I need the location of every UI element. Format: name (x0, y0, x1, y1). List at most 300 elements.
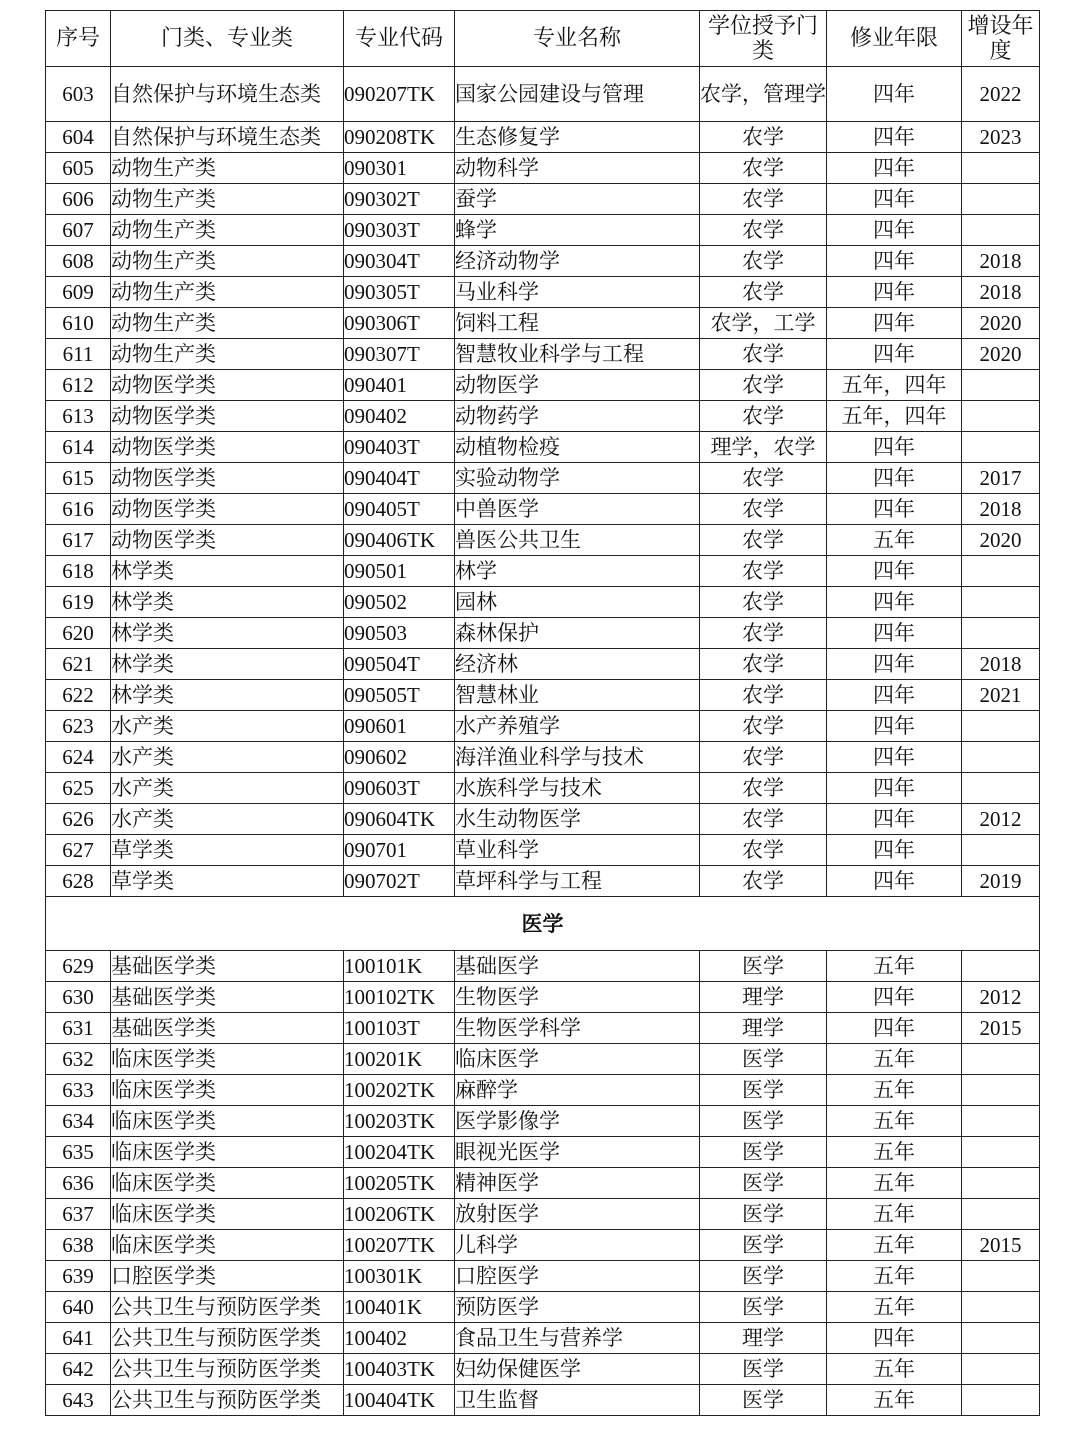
cell-year: 2022 (962, 67, 1040, 122)
cell-category: 动物生产类 (111, 184, 344, 215)
table-row (46, 494, 1040, 525)
cell-category: 水产类 (111, 773, 344, 804)
cell-year (962, 773, 1040, 804)
cell-seq: 623 (46, 711, 111, 742)
cell-category: 动物生产类 (111, 246, 344, 277)
cell-duration: 四年 (827, 587, 962, 618)
cell-year: 2012 (962, 804, 1040, 835)
cell-degree: 农学 (700, 494, 827, 525)
cell-duration: 四年 (827, 1013, 962, 1044)
cell-degree: 医学 (700, 1354, 827, 1385)
cell-code: 100207TK (344, 1230, 455, 1261)
cell-category: 水产类 (111, 804, 344, 835)
cell-seq: 604 (46, 122, 111, 153)
table-header (46, 11, 1040, 67)
table-row (46, 1168, 1040, 1199)
cell-year (962, 587, 1040, 618)
cell-name: 草坪科学与工程 (455, 866, 700, 897)
cell-code: 090501 (344, 556, 455, 587)
cell-duration: 五年，四年 (827, 370, 962, 401)
header-year: 增设年度 (962, 11, 1040, 67)
table-row (46, 742, 1040, 773)
cell-seq: 629 (46, 951, 111, 982)
cell-name: 水产养殖学 (455, 711, 700, 742)
cell-year: 2015 (962, 1013, 1040, 1044)
cell-seq: 636 (46, 1168, 111, 1199)
cell-name: 眼视光医学 (455, 1137, 700, 1168)
cell-seq: 637 (46, 1199, 111, 1230)
cell-seq: 638 (46, 1230, 111, 1261)
table-row (46, 1106, 1040, 1137)
table-row (46, 711, 1040, 742)
table-row (46, 649, 1040, 680)
cell-year (962, 153, 1040, 184)
cell-name: 中兽医学 (455, 494, 700, 525)
cell-name: 精神医学 (455, 1168, 700, 1199)
table-row (46, 1044, 1040, 1075)
header-category: 门类、专业类 (111, 11, 344, 67)
cell-code: 090702T (344, 866, 455, 897)
cell-name: 实验动物学 (455, 463, 700, 494)
cell-seq: 611 (46, 339, 111, 370)
cell-duration: 四年 (827, 618, 962, 649)
cell-category: 临床医学类 (111, 1199, 344, 1230)
cell-code: 090401 (344, 370, 455, 401)
table-row (46, 587, 1040, 618)
cell-year (962, 215, 1040, 246)
cell-seq: 643 (46, 1385, 111, 1416)
table-row (46, 184, 1040, 215)
cell-category: 临床医学类 (111, 1168, 344, 1199)
cell-degree: 农学 (700, 246, 827, 277)
cell-category: 动物医学类 (111, 370, 344, 401)
header-code: 专业代码 (344, 11, 455, 67)
cell-degree: 医学 (700, 1044, 827, 1075)
cell-name: 海洋渔业科学与技术 (455, 742, 700, 773)
cell-code: 090601 (344, 711, 455, 742)
cell-duration: 四年 (827, 184, 962, 215)
cell-year (962, 432, 1040, 463)
cell-code: 100404TK (344, 1385, 455, 1416)
cell-seq: 634 (46, 1106, 111, 1137)
cell-seq: 633 (46, 1075, 111, 1106)
table-row (46, 1261, 1040, 1292)
cell-duration: 四年 (827, 463, 962, 494)
header-seq: 序号 (46, 11, 111, 67)
cell-code: 090503 (344, 618, 455, 649)
cell-category: 动物医学类 (111, 401, 344, 432)
cell-name: 生物医学科学 (455, 1013, 700, 1044)
cell-seq: 619 (46, 587, 111, 618)
cell-year: 2018 (962, 649, 1040, 680)
cell-code: 090505T (344, 680, 455, 711)
cell-seq: 624 (46, 742, 111, 773)
cell-code: 100103T (344, 1013, 455, 1044)
cell-code: 100102TK (344, 982, 455, 1013)
cell-year: 2015 (962, 1230, 1040, 1261)
cell-category: 动物医学类 (111, 463, 344, 494)
cell-duration: 五年 (827, 1168, 962, 1199)
cell-year: 2023 (962, 122, 1040, 153)
table-row (46, 463, 1040, 494)
cell-duration: 四年 (827, 680, 962, 711)
cell-category: 口腔医学类 (111, 1261, 344, 1292)
cell-duration: 四年 (827, 1323, 962, 1354)
cell-seq: 606 (46, 184, 111, 215)
cell-name: 饲料工程 (455, 308, 700, 339)
cell-year (962, 556, 1040, 587)
cell-duration: 五年 (827, 1137, 962, 1168)
cell-duration: 五年 (827, 1261, 962, 1292)
cell-code: 090602 (344, 742, 455, 773)
cell-degree: 理学，农学 (700, 432, 827, 463)
cell-duration: 四年 (827, 246, 962, 277)
cell-duration: 四年 (827, 494, 962, 525)
table-row (46, 277, 1040, 308)
cell-degree: 农学 (700, 804, 827, 835)
cell-seq: 640 (46, 1292, 111, 1323)
cell-year (962, 618, 1040, 649)
cell-duration: 四年 (827, 649, 962, 680)
major-catalog-table (45, 10, 1040, 1416)
cell-year: 2012 (962, 982, 1040, 1013)
cell-seq: 626 (46, 804, 111, 835)
cell-duration: 四年 (827, 67, 962, 122)
cell-duration: 四年 (827, 804, 962, 835)
cell-degree: 农学 (700, 680, 827, 711)
cell-duration: 四年 (827, 215, 962, 246)
cell-degree: 理学 (700, 982, 827, 1013)
cell-year (962, 1075, 1040, 1106)
cell-code: 100204TK (344, 1137, 455, 1168)
table-row (46, 1385, 1040, 1416)
cell-category: 动物生产类 (111, 153, 344, 184)
cell-seq: 618 (46, 556, 111, 587)
cell-year (962, 1323, 1040, 1354)
cell-year (962, 1385, 1040, 1416)
cell-category: 林学类 (111, 587, 344, 618)
cell-degree: 医学 (700, 951, 827, 982)
cell-category: 公共卫生与预防医学类 (111, 1354, 344, 1385)
cell-category: 草学类 (111, 866, 344, 897)
cell-category: 林学类 (111, 618, 344, 649)
table-row (46, 432, 1040, 463)
cell-year (962, 1137, 1040, 1168)
cell-year (962, 1168, 1040, 1199)
table-row (46, 339, 1040, 370)
cell-year: 2018 (962, 494, 1040, 525)
header-duration: 修业年限 (827, 11, 962, 67)
table-row (46, 153, 1040, 184)
cell-category: 临床医学类 (111, 1075, 344, 1106)
cell-degree: 医学 (700, 1168, 827, 1199)
cell-duration: 五年 (827, 1044, 962, 1075)
cell-name: 林学 (455, 556, 700, 587)
cell-degree: 农学 (700, 649, 827, 680)
cell-category: 动物生产类 (111, 308, 344, 339)
cell-seq: 620 (46, 618, 111, 649)
cell-year (962, 1261, 1040, 1292)
cell-code: 090604TK (344, 804, 455, 835)
cell-year (962, 1292, 1040, 1323)
cell-degree: 农学 (700, 215, 827, 246)
cell-degree: 农学 (700, 711, 827, 742)
cell-category: 自然保护与环境生态类 (111, 67, 344, 122)
cell-duration: 四年 (827, 711, 962, 742)
cell-code: 100101K (344, 951, 455, 982)
cell-seq: 641 (46, 1323, 111, 1354)
cell-code: 090603T (344, 773, 455, 804)
cell-name: 儿科学 (455, 1230, 700, 1261)
cell-name: 水生动物医学 (455, 804, 700, 835)
cell-degree: 农学，管理学 (700, 67, 827, 122)
table-row (46, 67, 1040, 122)
cell-degree: 农学 (700, 835, 827, 866)
cell-name: 口腔医学 (455, 1261, 700, 1292)
table-row (46, 556, 1040, 587)
cell-category: 动物生产类 (111, 277, 344, 308)
cell-code: 090305T (344, 277, 455, 308)
cell-duration: 五年 (827, 1230, 962, 1261)
cell-degree: 农学 (700, 339, 827, 370)
section-title: 医学 (46, 897, 1040, 951)
table-row (46, 1292, 1040, 1323)
cell-seq: 603 (46, 67, 111, 122)
cell-code: 090301 (344, 153, 455, 184)
cell-category: 林学类 (111, 649, 344, 680)
table-row (46, 401, 1040, 432)
cell-name: 经济林 (455, 649, 700, 680)
cell-year (962, 1106, 1040, 1137)
cell-category: 临床医学类 (111, 1137, 344, 1168)
cell-category: 公共卫生与预防医学类 (111, 1385, 344, 1416)
cell-name: 生物医学 (455, 982, 700, 1013)
cell-category: 基础医学类 (111, 951, 344, 982)
cell-duration: 五年 (827, 1075, 962, 1106)
cell-seq: 621 (46, 649, 111, 680)
cell-name: 智慧牧业科学与工程 (455, 339, 700, 370)
cell-duration: 五年 (827, 1354, 962, 1385)
cell-seq: 625 (46, 773, 111, 804)
table-section (46, 897, 1040, 951)
cell-year: 2018 (962, 277, 1040, 308)
cell-category: 动物生产类 (111, 215, 344, 246)
cell-duration: 四年 (827, 835, 962, 866)
table-row (46, 308, 1040, 339)
table-row (46, 370, 1040, 401)
cell-degree: 理学 (700, 1013, 827, 1044)
cell-category: 动物生产类 (111, 339, 344, 370)
cell-category: 草学类 (111, 835, 344, 866)
cell-degree: 农学 (700, 184, 827, 215)
cell-year (962, 401, 1040, 432)
cell-code: 100205TK (344, 1168, 455, 1199)
table-row (46, 122, 1040, 153)
cell-name: 放射医学 (455, 1199, 700, 1230)
table-row (46, 215, 1040, 246)
cell-seq: 635 (46, 1137, 111, 1168)
cell-code: 100403TK (344, 1354, 455, 1385)
cell-name: 动植物检疫 (455, 432, 700, 463)
cell-degree: 农学 (700, 153, 827, 184)
cell-seq: 627 (46, 835, 111, 866)
cell-name: 草业科学 (455, 835, 700, 866)
cell-seq: 622 (46, 680, 111, 711)
cell-name: 经济动物学 (455, 246, 700, 277)
cell-code: 090504T (344, 649, 455, 680)
table-row (46, 1137, 1040, 1168)
cell-code: 090404T (344, 463, 455, 494)
cell-code: 100201K (344, 1044, 455, 1075)
cell-degree: 医学 (700, 1261, 827, 1292)
cell-name: 基础医学 (455, 951, 700, 982)
header-degree: 学位授予门类 (700, 11, 827, 67)
cell-duration: 四年 (827, 432, 962, 463)
cell-seq: 630 (46, 982, 111, 1013)
cell-code: 090303T (344, 215, 455, 246)
cell-seq: 617 (46, 525, 111, 556)
cell-category: 公共卫生与预防医学类 (111, 1292, 344, 1323)
cell-year (962, 951, 1040, 982)
cell-duration: 四年 (827, 773, 962, 804)
cell-degree: 农学 (700, 773, 827, 804)
cell-degree: 医学 (700, 1075, 827, 1106)
cell-year (962, 1354, 1040, 1385)
cell-year (962, 1044, 1040, 1075)
table-row (46, 1323, 1040, 1354)
cell-code: 090302T (344, 184, 455, 215)
table-body-medicine (46, 951, 1040, 1416)
cell-degree: 医学 (700, 1137, 827, 1168)
cell-name: 兽医公共卫生 (455, 525, 700, 556)
cell-year: 2020 (962, 308, 1040, 339)
cell-code: 100401K (344, 1292, 455, 1323)
cell-seq: 612 (46, 370, 111, 401)
cell-year (962, 835, 1040, 866)
cell-code: 090701 (344, 835, 455, 866)
cell-duration: 四年 (827, 277, 962, 308)
cell-name: 预防医学 (455, 1292, 700, 1323)
cell-degree: 农学 (700, 463, 827, 494)
cell-year: 2017 (962, 463, 1040, 494)
cell-category: 公共卫生与预防医学类 (111, 1323, 344, 1354)
cell-duration: 五年 (827, 1199, 962, 1230)
cell-seq: 607 (46, 215, 111, 246)
cell-duration: 四年 (827, 339, 962, 370)
cell-category: 动物医学类 (111, 525, 344, 556)
cell-name: 临床医学 (455, 1044, 700, 1075)
table-row (46, 618, 1040, 649)
cell-degree: 农学 (700, 370, 827, 401)
cell-year (962, 370, 1040, 401)
cell-name: 园林 (455, 587, 700, 618)
cell-code: 090403T (344, 432, 455, 463)
cell-duration: 四年 (827, 556, 962, 587)
cell-name: 麻醉学 (455, 1075, 700, 1106)
cell-category: 林学类 (111, 680, 344, 711)
cell-code: 090502 (344, 587, 455, 618)
table-row (46, 246, 1040, 277)
cell-name: 动物医学 (455, 370, 700, 401)
cell-seq: 639 (46, 1261, 111, 1292)
cell-degree: 农学 (700, 742, 827, 773)
cell-code: 100402 (344, 1323, 455, 1354)
cell-name: 智慧林业 (455, 680, 700, 711)
cell-code: 100206TK (344, 1199, 455, 1230)
cell-code: 090405T (344, 494, 455, 525)
cell-degree: 农学 (700, 122, 827, 153)
cell-code: 090304T (344, 246, 455, 277)
cell-degree: 农学 (700, 525, 827, 556)
cell-year (962, 1199, 1040, 1230)
cell-name: 食品卫生与营养学 (455, 1323, 700, 1354)
cell-category: 基础医学类 (111, 982, 344, 1013)
cell-duration: 四年 (827, 122, 962, 153)
cell-name: 卫生监督 (455, 1385, 700, 1416)
cell-category: 水产类 (111, 742, 344, 773)
cell-degree: 农学 (700, 277, 827, 308)
cell-name: 马业科学 (455, 277, 700, 308)
table-row (46, 951, 1040, 982)
cell-category: 林学类 (111, 556, 344, 587)
cell-degree: 理学 (700, 1323, 827, 1354)
cell-degree: 医学 (700, 1292, 827, 1323)
cell-category: 临床医学类 (111, 1044, 344, 1075)
cell-code: 090306T (344, 308, 455, 339)
cell-name: 水族科学与技术 (455, 773, 700, 804)
cell-seq: 613 (46, 401, 111, 432)
cell-degree: 医学 (700, 1106, 827, 1137)
table-row (46, 1354, 1040, 1385)
cell-name: 妇幼保健医学 (455, 1354, 700, 1385)
cell-code: 090406TK (344, 525, 455, 556)
cell-seq: 610 (46, 308, 111, 339)
cell-name: 生态修复学 (455, 122, 700, 153)
cell-category: 动物医学类 (111, 432, 344, 463)
cell-degree: 农学，工学 (700, 308, 827, 339)
cell-name: 医学影像学 (455, 1106, 700, 1137)
cell-seq: 608 (46, 246, 111, 277)
cell-year (962, 184, 1040, 215)
cell-year: 2020 (962, 339, 1040, 370)
cell-name: 森林保护 (455, 618, 700, 649)
cell-duration: 五年 (827, 1385, 962, 1416)
table-row (46, 866, 1040, 897)
table-row (46, 835, 1040, 866)
table-row (46, 804, 1040, 835)
cell-name: 蜂学 (455, 215, 700, 246)
cell-category: 基础医学类 (111, 1013, 344, 1044)
cell-degree: 医学 (700, 1199, 827, 1230)
table-row (46, 1199, 1040, 1230)
table-row (46, 982, 1040, 1013)
table-row (46, 1013, 1040, 1044)
cell-code: 090402 (344, 401, 455, 432)
table-body-agriculture (46, 67, 1040, 897)
cell-year: 2018 (962, 246, 1040, 277)
cell-duration: 五年 (827, 951, 962, 982)
cell-year: 2021 (962, 680, 1040, 711)
cell-name: 国家公园建设与管理 (455, 67, 700, 122)
cell-code: 100301K (344, 1261, 455, 1292)
cell-seq: 616 (46, 494, 111, 525)
header-name: 专业名称 (455, 11, 700, 67)
cell-category: 自然保护与环境生态类 (111, 122, 344, 153)
cell-seq: 642 (46, 1354, 111, 1385)
cell-year: 2020 (962, 525, 1040, 556)
cell-seq: 632 (46, 1044, 111, 1075)
cell-duration: 四年 (827, 866, 962, 897)
